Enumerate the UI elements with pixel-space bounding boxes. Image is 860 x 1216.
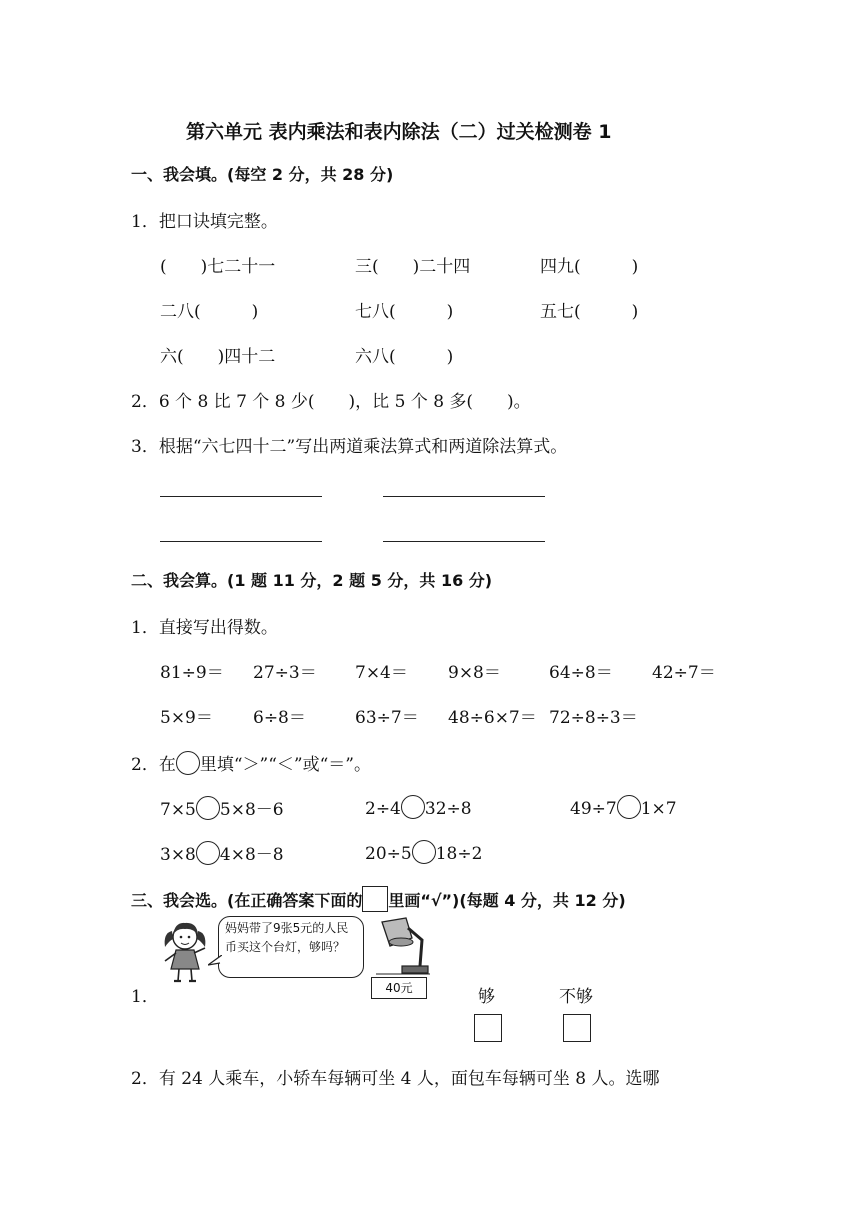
- compare-right: 1×7: [640, 799, 677, 819]
- option-label-not-enough: 不够: [559, 987, 593, 1007]
- s3-heading-suffix: 里画“√”)(每题 4 分，共 12 分): [388, 891, 626, 910]
- compare-left: 7×5: [160, 800, 196, 820]
- s1-q1-blank: 五七( ): [540, 302, 639, 322]
- answer-checkbox-enough[interactable]: [474, 1014, 502, 1042]
- calc-item: 5×9＝: [160, 708, 213, 728]
- compare-item: [160, 795, 284, 820]
- calc-item: 42÷7＝: [652, 663, 716, 683]
- desk-lamp-illustration: [372, 916, 430, 976]
- s1-q3: 3．根据“六七四十二”写出两道乘法算式和两道除法算式。: [131, 437, 568, 457]
- calc-item: 6÷8＝: [253, 708, 306, 728]
- s1-q2: 2．6 个 8 比 7 个 8 少( )，比 5 个 8 多( )。: [131, 392, 531, 412]
- compare-circle[interactable]: [617, 795, 641, 819]
- compare-left: 49÷7: [570, 799, 617, 819]
- calc-item: 27÷3＝: [253, 663, 317, 683]
- s1-q1-blank: 四九( ): [540, 257, 639, 277]
- s3-heading-prefix: 三、我会选。(在正确答案下面的: [131, 891, 363, 910]
- section-2-heading: 二、我会算。(1 题 11 分，2 题 5 分，共 16 分): [131, 571, 493, 590]
- compare-left: 3×8: [160, 845, 196, 865]
- s2-q2-prefix: 2．在: [131, 755, 176, 775]
- compare-item: [570, 795, 677, 819]
- circle-blank-icon: [176, 751, 200, 775]
- compare-right: 4×8－8: [219, 845, 284, 865]
- s2-q1-label: 1．直接写出得数。: [131, 618, 278, 638]
- compare-right: 5×8－6: [219, 800, 284, 820]
- s1-q1-blank: ( )七二十一: [160, 257, 276, 277]
- answer-line[interactable]: [383, 496, 545, 497]
- s1-q1-label: 1．把口诀填完整。: [131, 212, 278, 232]
- compare-left: 20÷5: [365, 844, 412, 864]
- calc-item: 7×4＝: [355, 663, 408, 683]
- compare-item: [365, 795, 472, 819]
- s1-q1-blank: 六( )四十二: [160, 347, 276, 367]
- s1-q1-blank: 三( )二十四: [355, 257, 471, 277]
- compare-circle[interactable]: [196, 841, 220, 865]
- calc-item: 72÷8÷3＝: [549, 708, 638, 728]
- section-3-heading: [131, 886, 626, 912]
- compare-circle[interactable]: [412, 840, 436, 864]
- speech-bubble: 妈妈带了9张5元的人民币买这个台灯，够吗？: [218, 916, 364, 978]
- option-label-enough: 够: [478, 987, 495, 1007]
- answer-checkbox-not-enough[interactable]: [563, 1014, 591, 1042]
- answer-line[interactable]: [160, 496, 322, 497]
- s1-q1-blank: 七八( ): [355, 302, 454, 322]
- compare-circle[interactable]: [196, 796, 220, 820]
- s3-q2: 2．有 24 人乘车，小轿车每辆可坐 4 人，面包车每辆可坐 8 人。选哪: [131, 1069, 660, 1089]
- s1-q1-blank: 六八( ): [355, 347, 454, 367]
- s3-q1-label: 1．: [131, 987, 159, 1007]
- answer-line[interactable]: [383, 541, 545, 542]
- compare-right: 18÷2: [435, 844, 483, 864]
- compare-right: 32÷8: [424, 799, 472, 819]
- s1-q1-blank: 二八( ): [160, 302, 259, 322]
- s2-q2-instruction: [131, 750, 371, 775]
- girl-illustration: [157, 917, 217, 985]
- calc-item: 48÷6×7＝: [448, 708, 537, 728]
- compare-item: [365, 840, 482, 864]
- s2-q2-suffix: 里填“＞”“＜”或“＝”。: [199, 755, 371, 775]
- compare-item: [160, 840, 284, 865]
- calc-item: 9×8＝: [448, 663, 501, 683]
- price-tag: 40元: [371, 977, 427, 999]
- answer-line[interactable]: [160, 541, 322, 542]
- bubble-tail-icon: [208, 955, 222, 969]
- square-blank-icon: [362, 886, 388, 912]
- calc-item: 81÷9＝: [160, 663, 224, 683]
- compare-circle[interactable]: [401, 795, 425, 819]
- calc-item: 63÷7＝: [355, 708, 419, 728]
- calc-item: 64÷8＝: [549, 663, 613, 683]
- page-title: 第六单元 表内乘法和表内除法（二）过关检测卷 1: [186, 121, 612, 143]
- section-1-heading: 一、我会填。(每空 2 分，共 28 分): [131, 165, 394, 184]
- compare-left: 2÷4: [365, 799, 401, 819]
